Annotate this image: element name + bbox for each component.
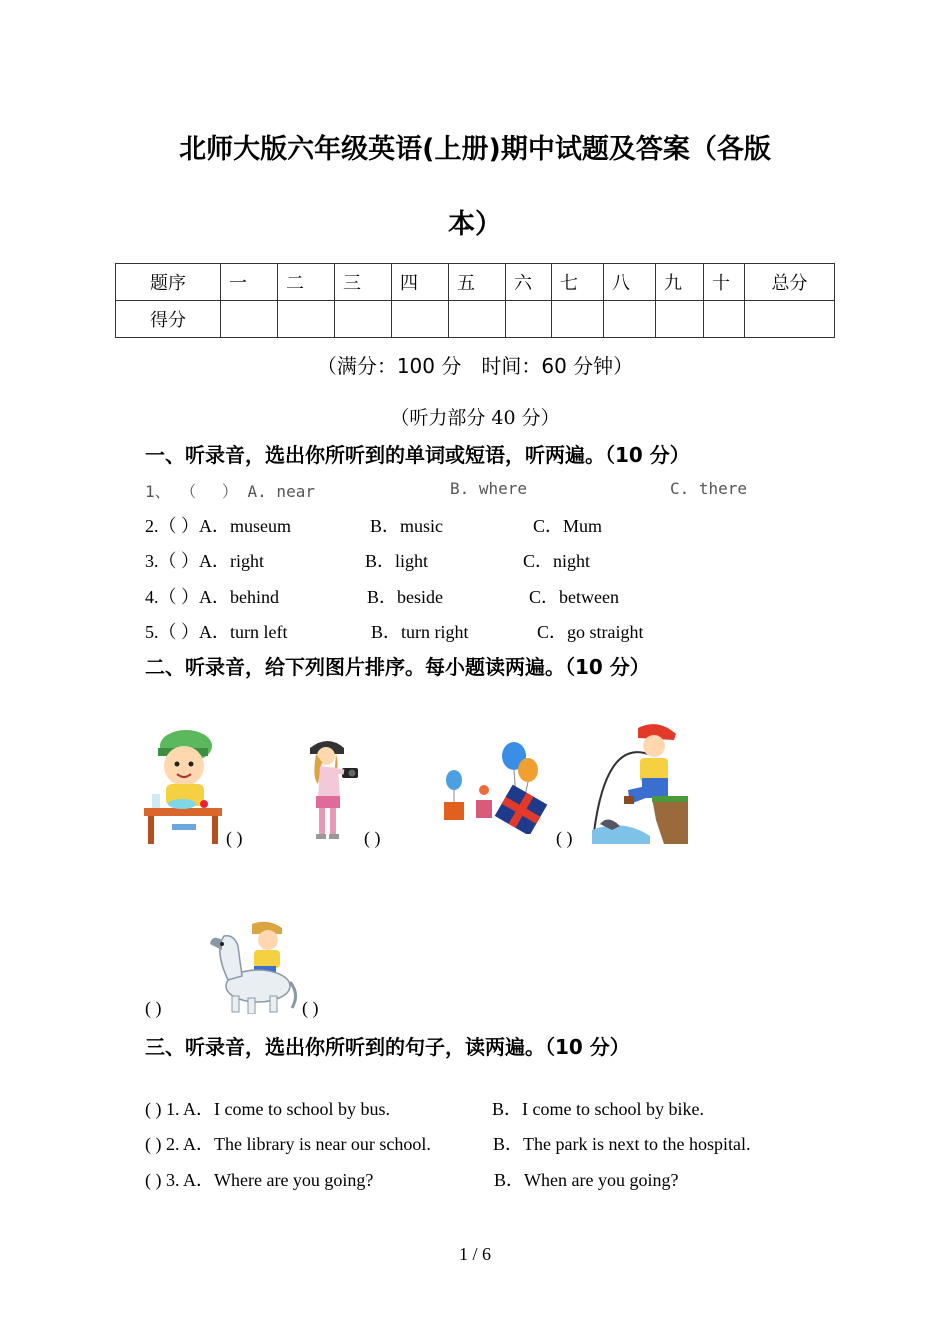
score-input-cell[interactable] — [449, 301, 506, 338]
score-cell: 九 — [656, 264, 704, 301]
boy-fishing-picture — [592, 720, 688, 844]
score-cell: 十 — [704, 264, 745, 301]
score-input-cell[interactable] — [392, 301, 449, 338]
q5-option-b: B．turn right — [371, 622, 469, 642]
q1-option-b: B. where — [450, 479, 528, 498]
score-table-score-row — [116, 301, 835, 338]
q3-option-b: B．light — [365, 551, 429, 571]
q1-option-c: C. there — [670, 479, 748, 498]
q5-option-c: C．go straight — [537, 622, 644, 642]
score-input-cell[interactable] — [335, 301, 392, 338]
q4-option-c: C．between — [529, 587, 619, 607]
score-input-cell[interactable] — [506, 301, 552, 338]
score-table-header-row — [116, 264, 835, 301]
score-input-cell[interactable] — [221, 301, 278, 338]
score-cell: 一 — [221, 264, 278, 301]
score-cell: 八 — [604, 264, 656, 301]
score-cell: 二 — [278, 264, 335, 301]
q2-prefix: 2.（ ）A．museum — [145, 516, 291, 536]
score-cell: 四 — [392, 264, 449, 301]
s3-q1-option-a: ( ) 1. A．I come to school by bus. — [145, 1099, 390, 1119]
score-cell: 五 — [449, 264, 506, 301]
score-input-cell[interactable] — [745, 301, 835, 338]
s3-q3-option-a: ( ) 3. A．Where are you going? — [145, 1170, 374, 1190]
q3-option-c: C．night — [523, 551, 591, 571]
picture-5-blank[interactable]: ( ) — [302, 998, 319, 1018]
picture-2-blank[interactable]: ( ) — [364, 828, 381, 848]
score-cell: 六 — [506, 264, 552, 301]
girl-camera-picture — [300, 738, 360, 842]
boy-eating-picture — [144, 728, 224, 844]
q5-prefix: 5.（ ）A．turn left — [145, 622, 288, 642]
score-cell: 七 — [552, 264, 604, 301]
picture-1-blank[interactable]: ( ) — [226, 828, 243, 848]
score-input-cell[interactable] — [656, 301, 704, 338]
score-input-cell[interactable] — [278, 301, 335, 338]
s3-q3-option-b: B．When are you going? — [494, 1170, 679, 1190]
s3-q1-option-b: B．I come to school by bike. — [492, 1099, 704, 1119]
score-cell: 得分 — [116, 301, 221, 338]
page-title: 北师大版六年级英语(上册)期中试题及答案（各版 — [179, 134, 771, 165]
q4-option-b: B．beside — [367, 587, 443, 607]
balloons-gifts-picture — [442, 742, 552, 834]
score-table — [115, 263, 835, 338]
q4-prefix: 4.（ ）A．behind — [145, 587, 279, 607]
picture-3-blank[interactable]: ( ) — [556, 828, 573, 848]
boy-horse-picture — [208, 920, 300, 1014]
s3-q2-option-a: ( ) 2. A．The library is near our school. — [145, 1134, 431, 1154]
score-input-cell[interactable] — [552, 301, 604, 338]
picture-4-blank[interactable]: ( ) — [145, 998, 162, 1018]
section1-heading: 一、听录音，选出你所听到的单词或短语，听两遍。（10 分） — [145, 443, 690, 467]
q2-option-c: C．Mum — [533, 516, 603, 536]
q3-prefix: 3.（ ）A．right — [145, 551, 264, 571]
q2-option-b: B．music — [370, 516, 444, 536]
score-cell: 三 — [335, 264, 392, 301]
score-input-cell[interactable] — [704, 301, 745, 338]
page-title-continued: 本） — [448, 209, 502, 240]
s3-q2-option-b: B．The park is next to the hospital. — [493, 1134, 751, 1154]
page-number: 1 / 6 — [458, 1244, 491, 1264]
section3-heading: 三、听录音，选出你所听到的句子，读两遍。（10 分） — [145, 1035, 630, 1059]
q1-prefix: 1、 （ ） A. near — [145, 482, 315, 501]
full-score-time: （满分：100 分 时间：60 分钟） — [316, 354, 634, 378]
score-cell: 题序 — [116, 264, 221, 301]
score-cell: 总分 — [745, 264, 835, 301]
listening-note: （听力部分 40 分） — [390, 407, 560, 429]
section2-heading: 二、听录音，给下列图片排序。每小题读两遍。（10 分） — [145, 655, 650, 679]
score-input-cell[interactable] — [604, 301, 656, 338]
